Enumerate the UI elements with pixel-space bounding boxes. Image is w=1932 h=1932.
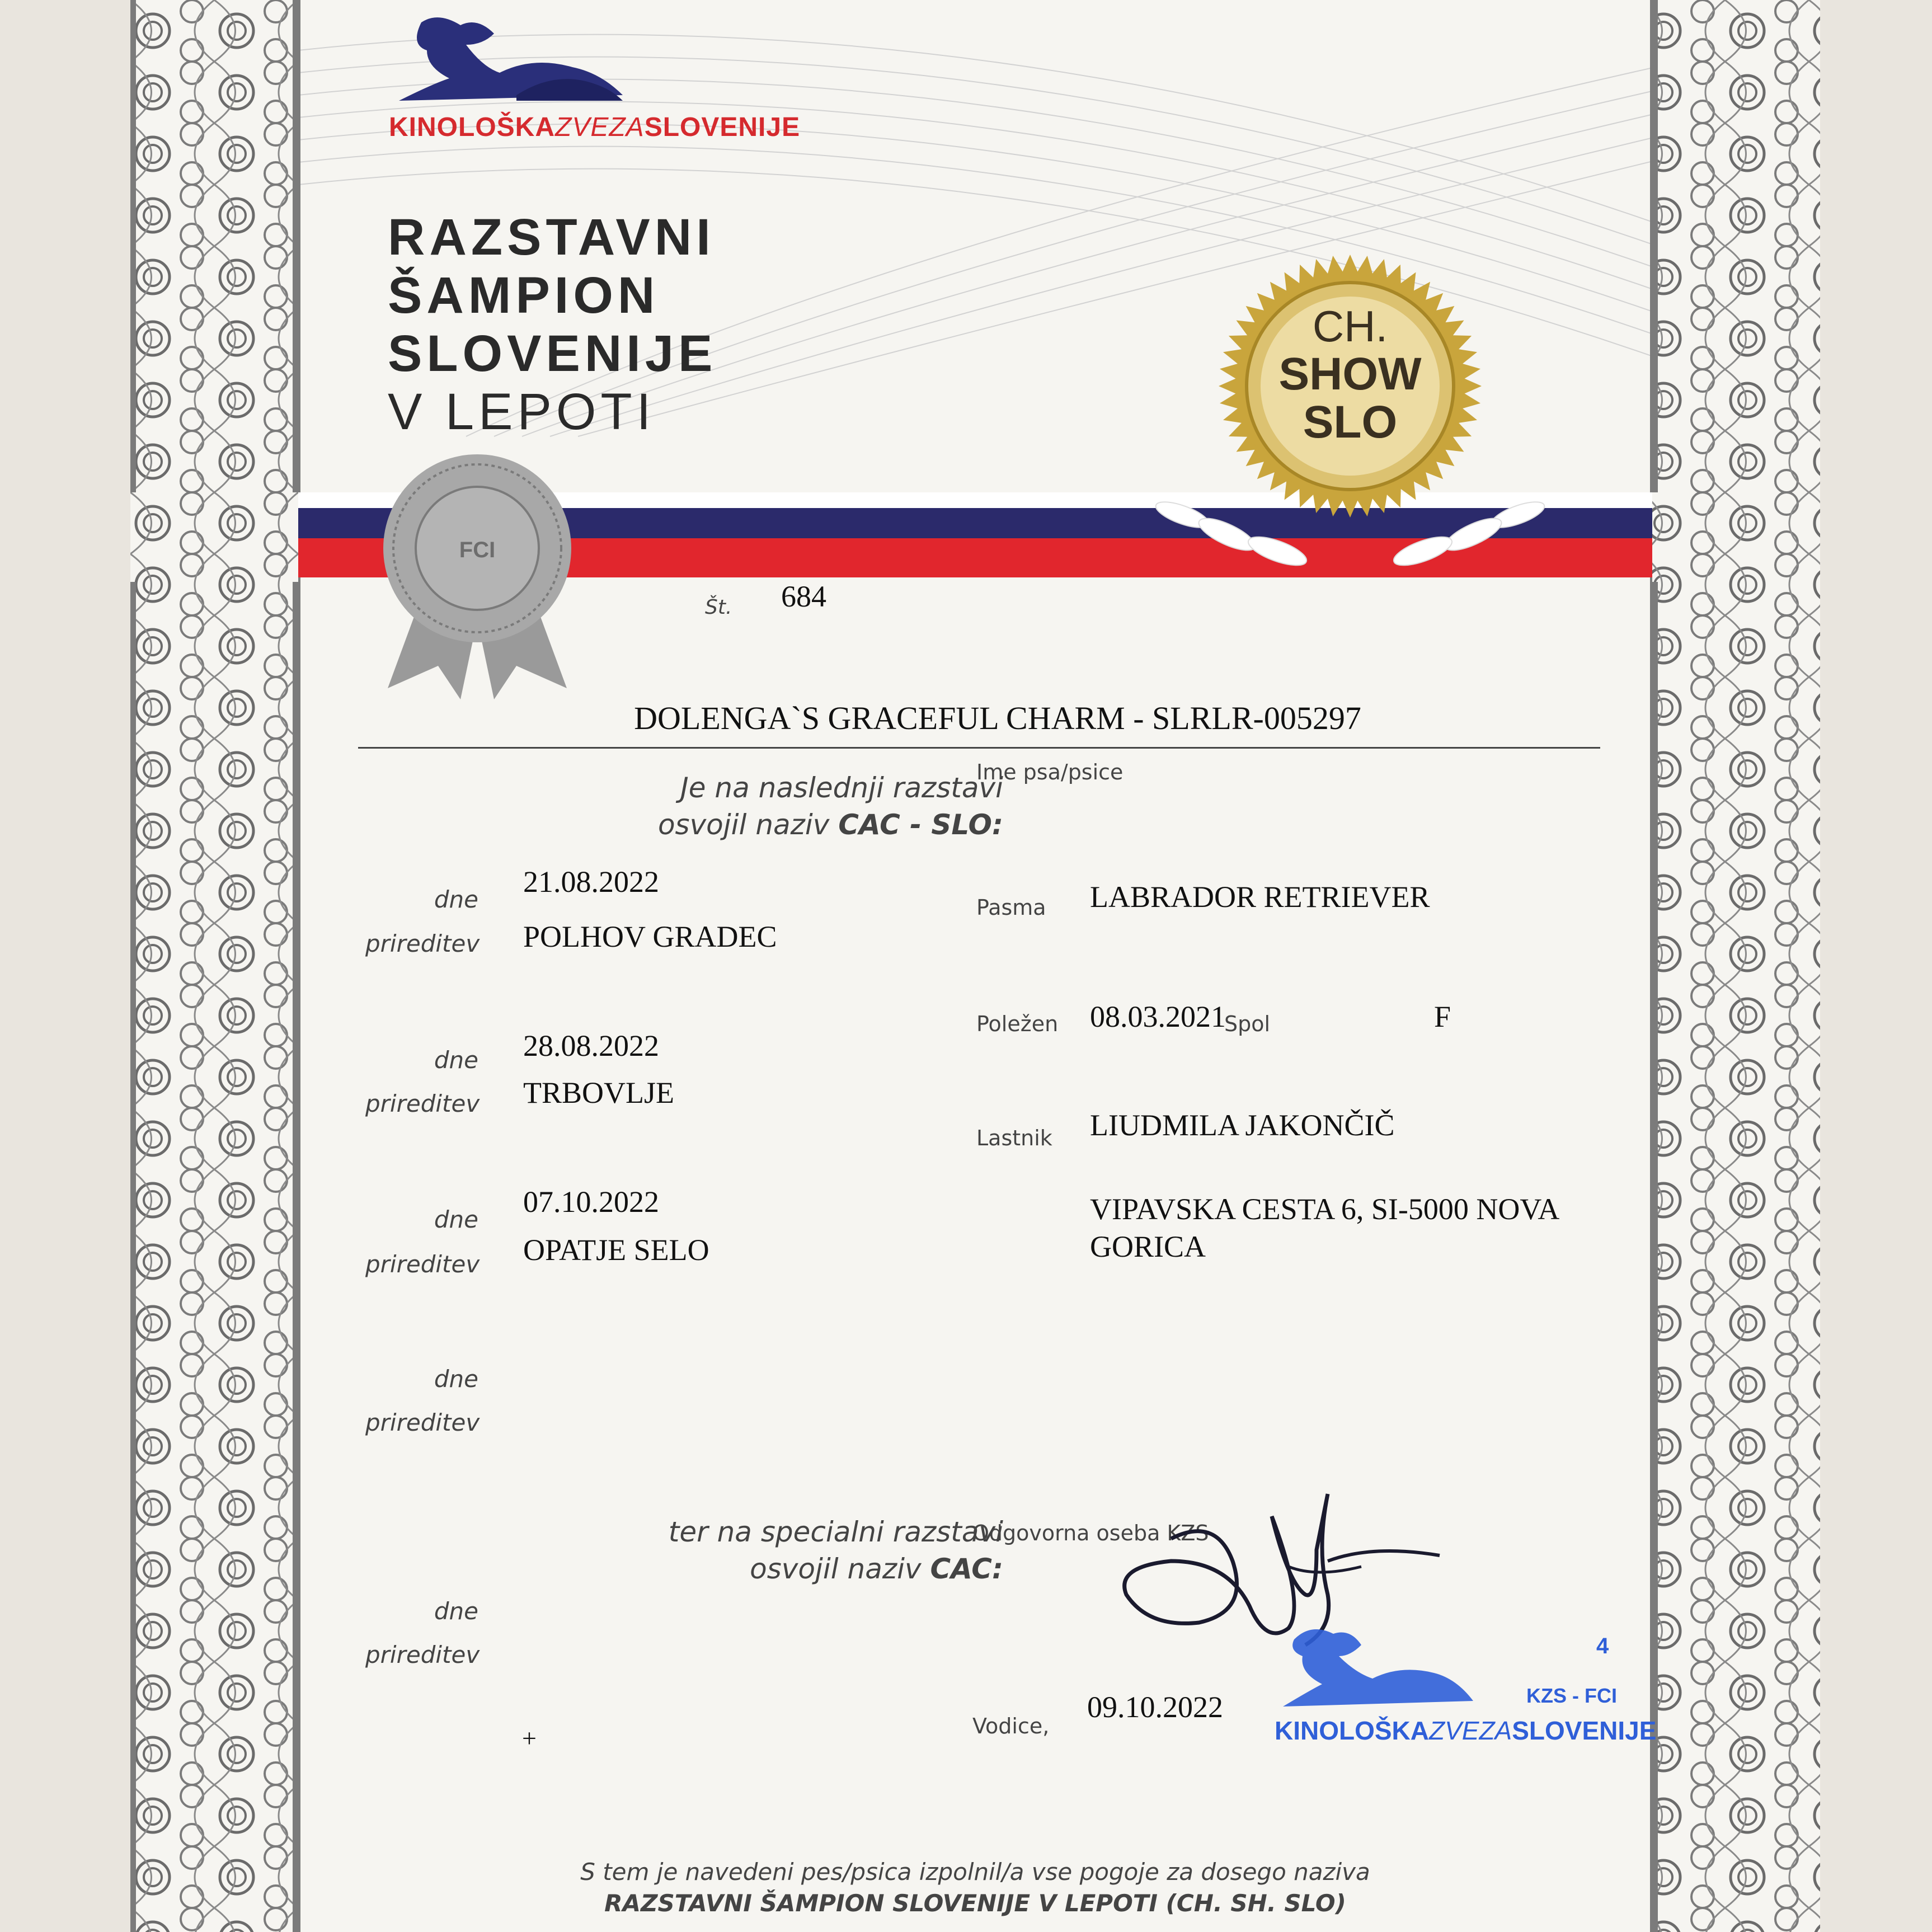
show-4-event-label: prireditev: [365, 1409, 480, 1436]
dog-name: DOLENGA`S GRACEFUL CHARM - SLRLR-005297: [634, 700, 1361, 736]
responsible-person-label: Odgovorna oseba KZS: [972, 1521, 1209, 1545]
show-2-event-label: prireditev: [365, 1090, 480, 1117]
stamp-code: KZS - FCI: [1526, 1684, 1617, 1707]
title-line-4: V LEPOTI: [388, 383, 656, 440]
certificate-title: [388, 208, 717, 441]
stamp-org-part1: KINOLOŠKA: [1275, 1716, 1429, 1745]
kzs-org-name: [389, 112, 800, 143]
special-line-1: ter na specialni razstavi: [668, 1516, 1003, 1548]
special-event-label: prireditev: [365, 1641, 480, 1668]
dog-name-label: Ime psa/psice: [976, 760, 1124, 784]
owner-label: Lastnik: [976, 1126, 1052, 1150]
show-1-event: POLHOV GRADEC: [523, 920, 777, 953]
certificate-number: 684: [781, 580, 826, 613]
sex-value: F: [1434, 1000, 1451, 1033]
seal-text: [1210, 302, 1490, 446]
special-text: [410, 1513, 1003, 1587]
owner-value: LIUDMILA JAKONČIČ: [1090, 1108, 1395, 1142]
org-name-part3: SLOVENIJE: [644, 112, 801, 142]
stamp-org-name: [1275, 1715, 1656, 1746]
show-3-event-label: prireditev: [365, 1251, 480, 1278]
stamp-org-part2: ZVEZA: [1429, 1716, 1512, 1745]
intro-line-2-prefix: osvojil naziv: [657, 808, 839, 841]
footer-line-2: RAZSTAVNI ŠAMPION SLOVENIJE V LEPOTI (CH. SH. SLO): [604, 1889, 1346, 1917]
seal-line-2: SHOW: [1278, 349, 1422, 399]
laurel-icon: [1149, 492, 1552, 582]
intro-line-2: [410, 806, 1003, 843]
issue-date: 09.10.2022: [1087, 1690, 1223, 1724]
stamp-dog-icon: [1277, 1623, 1479, 1712]
org-name-part2: ZVEZA: [555, 112, 645, 142]
intro-text: [410, 769, 1003, 843]
place-label: Vodice,: [972, 1714, 1050, 1738]
born-value: 08.03.2021: [1090, 1000, 1226, 1033]
fci-badge-text: FCI: [459, 538, 496, 562]
intro-line-2-bold: CAC - SLO:: [838, 808, 1003, 841]
breed-label: Pasma: [976, 895, 1046, 920]
certificate-paper: [130, 0, 1820, 1932]
show-1-date: 21.08.2022: [523, 865, 659, 899]
sex-label: Spol: [1224, 1012, 1271, 1036]
born-label: Poležen: [976, 1012, 1059, 1036]
special-line-2-bold: CAC:: [930, 1553, 1003, 1585]
show-3-date-label: dne: [434, 1206, 478, 1233]
show-2-date-label: dne: [434, 1046, 478, 1074]
special-line-2-prefix: osvojil naziv: [750, 1553, 930, 1585]
show-1-event-label: prireditev: [365, 930, 480, 957]
show-2-date: 28.08.2022: [523, 1029, 659, 1063]
org-name-part1: KINOLOŠKA: [389, 112, 555, 142]
show-4-date-label: dne: [434, 1365, 478, 1393]
title-line-2: ŠAMPION: [388, 267, 660, 324]
show-3-date: 07.10.2022: [523, 1185, 659, 1219]
special-mark: +: [522, 1724, 537, 1752]
special-line-2: [410, 1550, 1003, 1587]
show-2-event: TRBOVLJE: [523, 1076, 674, 1110]
stamp-number: 4: [1596, 1634, 1609, 1658]
breed-value: LABRADOR RETRIEVER: [1090, 880, 1430, 914]
number-label: Št.: [705, 596, 732, 619]
stamp-org-part3: SLOVENIJE: [1512, 1716, 1657, 1745]
title-line-1: RAZSTAVNI: [388, 209, 715, 266]
show-3-event: OPATJE SELO: [523, 1233, 709, 1267]
dog-name-underline: [358, 747, 1600, 749]
footer-text: [298, 1856, 1652, 1919]
kzs-dog-logo: [388, 11, 645, 106]
seal-line-3: SLO: [1303, 397, 1398, 448]
seal-line-1: CH.: [1312, 302, 1388, 351]
footer-line-1: S tem je navedeni pes/psica izpolnil/a vse pogoje za dosego naziva: [580, 1858, 1370, 1886]
title-line-3: SLOVENIJE: [388, 325, 717, 382]
show-1-date-label: dne: [434, 886, 478, 913]
owner-address-line-2: GORICA: [1090, 1230, 1206, 1263]
intro-line-1: Je na naslednji razstavi: [680, 772, 1003, 804]
fci-badge-icon: [377, 453, 578, 699]
special-date-label: dne: [434, 1597, 478, 1625]
owner-address-line-1: VIPAVSKA CESTA 6, SI-5000 NOVA: [1090, 1192, 1560, 1226]
